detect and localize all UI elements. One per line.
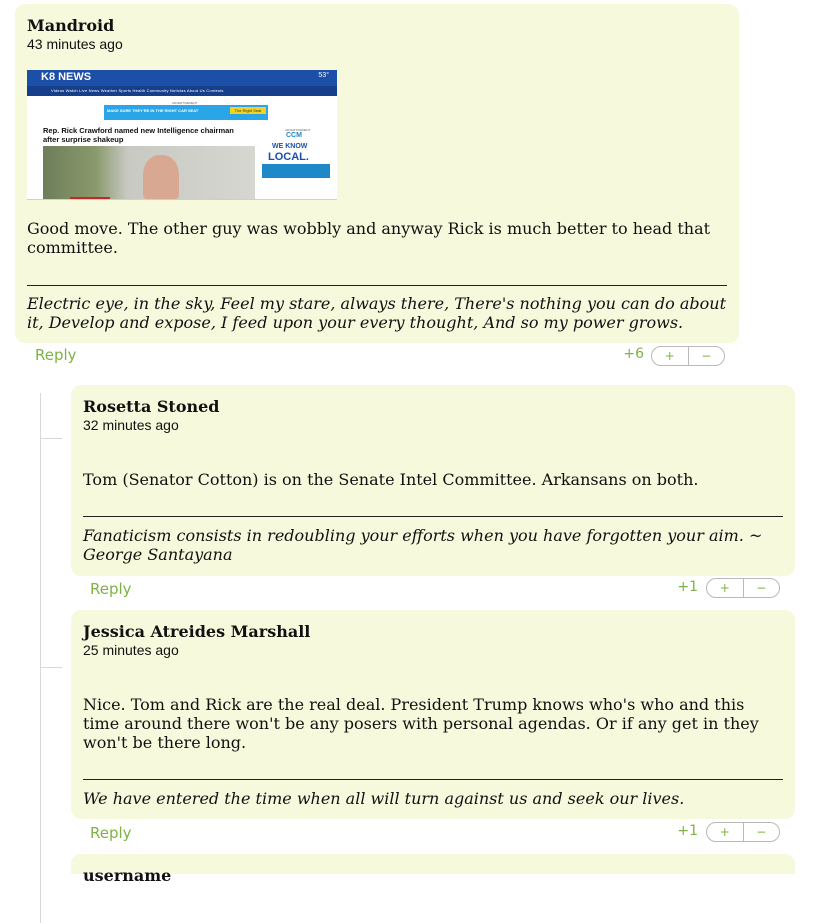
article-headline: Rep. Rick Crawford named new Intelligence chairman after surprise shakeup (43, 126, 234, 144)
comment-timestamp[interactable]: 32 minutes ago (83, 417, 179, 433)
thumb-redbar (70, 197, 110, 199)
ad-label: ADVERTISEMENT (172, 101, 198, 105)
comment-body: Tom (Senator Cotton) is on the Senate Intel Committee. Arkansans on both. (83, 470, 699, 489)
side-ad-line2: LOCAL. (268, 151, 309, 163)
upvote-button[interactable]: + (664, 349, 675, 363)
signature-divider (27, 285, 727, 286)
news-thumbnail[interactable] (27, 70, 337, 200)
thread-line (40, 393, 41, 923)
side-ad-line1: WE KNOW (272, 143, 308, 150)
comment-author[interactable]: Rosetta Stoned (83, 397, 220, 416)
vote-control (706, 578, 780, 598)
downvote-button[interactable]: − (743, 823, 780, 841)
thumb-nav: Videos Watch Live News Weather Sports Health Community Noticias About Us Contests (51, 88, 224, 93)
side-ad-band (262, 164, 330, 178)
ad-banner-text: MAKE SURE THEY'RE IN THE RIGHT CAR SEAT (107, 108, 199, 113)
ad-banner-button: The Right Seat (230, 107, 266, 114)
vote-control (651, 346, 725, 366)
comment-timestamp[interactable]: 43 minutes ago (27, 36, 123, 52)
reply-button[interactable]: Reply (35, 346, 77, 364)
thread-branch (40, 667, 62, 668)
signature-divider (83, 516, 783, 517)
vote-score: +6 (623, 346, 644, 362)
downvote-button[interactable]: − (743, 579, 780, 597)
signature-divider (83, 779, 783, 780)
thread-branch (40, 438, 62, 439)
comment-body: Good move. The other guy was wobbly and anyway Rick is much better to head that committee. (27, 219, 711, 257)
comment-author[interactable]: username (83, 866, 172, 885)
reply-button[interactable]: Reply (90, 580, 132, 598)
side-ad-brand: CCM (286, 132, 302, 139)
vote-control (706, 822, 780, 842)
weather-readout: 53° (318, 72, 329, 79)
comment-signature: Fanaticism consists in redoubling your efforts when you have forgotten your aim. ~ George Santayana (83, 526, 763, 564)
news-logo: K8 NEWS (41, 71, 92, 83)
ad-banner (104, 105, 268, 120)
comment-card (71, 854, 795, 885)
comment-body: Nice. Tom and Rick are the real deal. President Trump knows who's who and this time around there won't be any posers with personal agendas. Or if any get in they won't be there long. (83, 695, 759, 752)
vote-score: +1 (677, 823, 698, 839)
comment-signature: We have entered the time when all will turn against us and seek our lives. (83, 789, 685, 808)
side-ad (262, 132, 330, 178)
upvote-button[interactable]: + (719, 825, 730, 839)
reply-button[interactable]: Reply (90, 824, 132, 842)
comment-author[interactable]: Mandroid (27, 16, 115, 35)
comment-timestamp[interactable]: 25 minutes ago (83, 642, 179, 658)
comment-author[interactable]: Jessica Atreides Marshall (83, 622, 311, 641)
vote-score: +1 (677, 579, 698, 595)
person-photo (143, 155, 179, 199)
downvote-button[interactable]: − (688, 347, 725, 365)
comment-signature: Electric eye, in the sky, Feel my stare, always there, There's nothing you can do about it, Develop and expose, I feed upon your every thought, And so my power grows. (27, 294, 726, 332)
upvote-button[interactable]: + (719, 581, 730, 595)
side-ad-label: ADVERTISEMENT (285, 128, 311, 132)
